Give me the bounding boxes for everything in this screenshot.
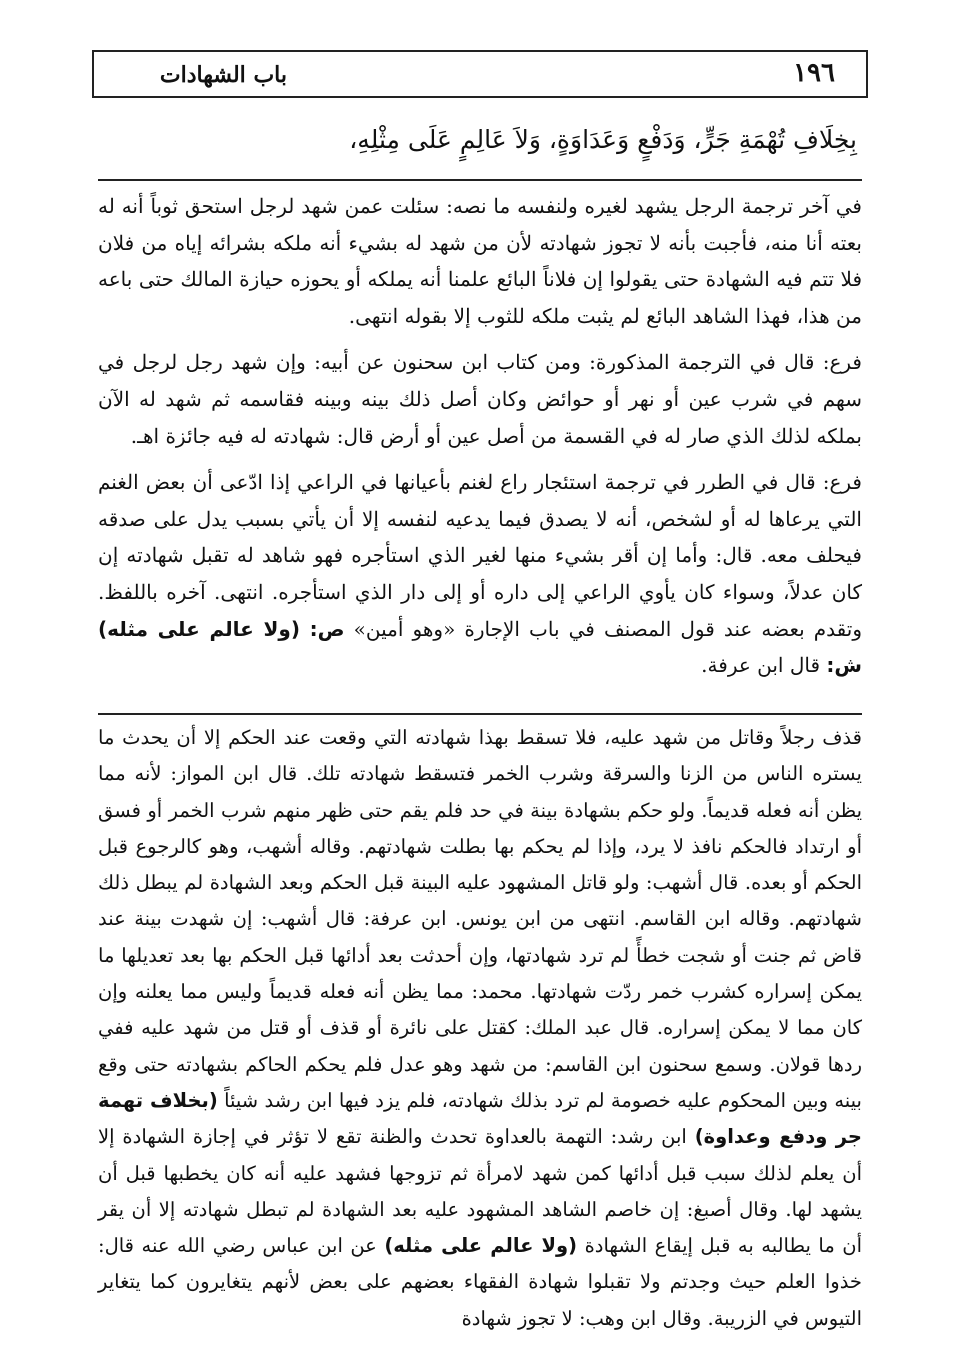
paragraph-text: قذف رجلاً وقاتل من شهد عليه، فلا تسقط بهذا شهادته التي وقعت عند الحكم إلا أن يحدث ما يستره الناس من الزنا والسرقة وشرب الخمر فتسقط شهادته تلك. قال ابن المواز: لأنه مما يظن أنه فعله قديماً. ولو حكم بشهادة بينة في حد فلم يقم حتى ظهر منهم شرب الخمر أو فسق أو ارتداد فالحكم نافذ لا يرد، وإذا لم يحكم بها بطلت شهادتهم. وقاله أشهب، وهو كالرجوع قبل الحكم أو بعده. قال أشهب: ولو قاتل المشهود عليه البينة قبل الحكم وبعد الشهادة لم يبطل ذلك شهادتهم. وقاله ابن القاسم. انتهى من ابن يونس. ابن عرفة: قال أشهب: إن شهدت بينة عند قاض ثم جنت أو شجت خطأً لم ترد شهادتها، وإن أحدثت بعد أدائها قبل الحكم بها بعد تعديلها ما يمكن إسراره كشرب خمر ردّت شهادتها. محمد: مما يظن أنه فعله قديماً وليس مما يعلنه وإن كان مما لا يمكن إسراره. قال عبد الملك: كقتل على نائرة أو قذف أو قتل من شهد عليه ففي ردها قولان. وسمع سحنون ابن القاسم: من شهد وهو عدل فلم يحكم الحاكم بشهادته حتى وقع بينه وبين المحكوم عليه خصومة لم ترد بذلك شهادته، فلم يزد فيها ابن رشد شيئاً bbox=[98, 726, 862, 1112]
paragraph-text: فرع: قال في الطرر في ترجمة استئجار راع لغنم بأعيانها في الراعي إذا ادّعى أن بعض الغنم التي يرعاها له أو لشخص، أنه لا يصدق فيما يدعيه لنفسه إلا أن يأتي بسبب يدل على صدقه فيحلف معه. قال: وأما إن أقر بشيء منها لغير الذي استأجره فهو شاهد له تقبل شهادته إن كان عدلاً، وسواء كان يأوي الراعي إلى داره أو إلى دار الذي استأجره. انتهى. آخره باللفظ. وتقدم بعضه عند قول المصنف في باب الإجارة «وهو أمين» bbox=[98, 470, 863, 641]
paragraph-text: عن ابن عباس رضي الله عنه قال: خذوا العلم حيث وجدتم ولا تقبلوا شهادة الفقهاء بعضهم على بعض لأنهم يتغايرون كما يتغاير التيوس في الزريبة. وقال ابن وهب: لا تجوز شهادة bbox=[98, 1234, 862, 1330]
commentary-paragraph bbox=[98, 464, 862, 684]
main-text-line: بِخِلَافِ تُهْمَةِ جَرٍّ، وَدَفْعٍ وَعَدَاوَةٍ، وَلاَ عَالِمٍ عَلَى مِثْلِهِ، bbox=[349, 125, 857, 154]
paragraph-text: ابن رشد: التهمة بالعداوة تحدث والظنة تقع لا تؤثر في إجازة الشهادة إلا أن يعلم لذلك سبب قبل أدائها كمن شهد لامرأة ثم تزوجها فشهد عليه أنه كان يخطبها قبل أن يشهد لها. وقال أصبغ: إن خاصم الشاهد المشهود عليه بعد الشهادة لم تبطل شهادته إلا أن يقر أن ما يطالبه به قبل إيقاع الشهادة bbox=[98, 1125, 862, 1258]
matn-quote-bold: ص: (ولا عالم على مثله) ش: bbox=[98, 616, 862, 678]
matn-quote-bold: (بخلاف تهمة جر ودفع وعداوة) bbox=[98, 1088, 862, 1149]
commentary-paragraph bbox=[98, 720, 862, 1337]
section-divider bbox=[98, 179, 862, 181]
commentary-paragraph: في آخر ترجمة الرجل يشهد لغيره ولنفسه ما نصه: سئلت عمن شهد لرجل استحق ثوباً أنه له بعته أنا منه، فأجبت بأنه لا تجوز شهادته لأن من شهد له بشيء أنه ملكه بشرائه إياه من فلان فلا تتم فيه الشهادة حتى يقولوا إن فلاناً البائع علمنا أنه يملكه أو يحوزه حيازة المالك حتى باعه من هذا، فهذا الشاهد البائع لم يثبت ملكه للثوب إلا بقوله انتهى. bbox=[98, 194, 862, 328]
commentary-block-2 bbox=[98, 720, 862, 1337]
commentary-block-1 bbox=[98, 188, 862, 684]
matn-quote-bold: (ولا عالم على مثله) bbox=[384, 1234, 578, 1258]
section-divider bbox=[98, 713, 862, 715]
commentary-paragraph: فرع: قال في الترجمة المذكورة: ومن كتاب ابن سحنون عن أبيه: وإن شهد رجل لرجل في سهم في شرب عين أو نهر أو حوائض وكان أصل ذلك بينه وبينه فقاسمه ثم شهد له الآن بملكه لذلك الذي صار له في القسمة من أصل عين أو أرض قال: شهادته له فيه جائزة اهـ. bbox=[98, 350, 862, 448]
page-number: ١٩٦ bbox=[793, 58, 835, 88]
chapter-title: باب الشهادات bbox=[159, 62, 287, 88]
paragraph-text: قال ابن عرفة. bbox=[701, 653, 827, 678]
